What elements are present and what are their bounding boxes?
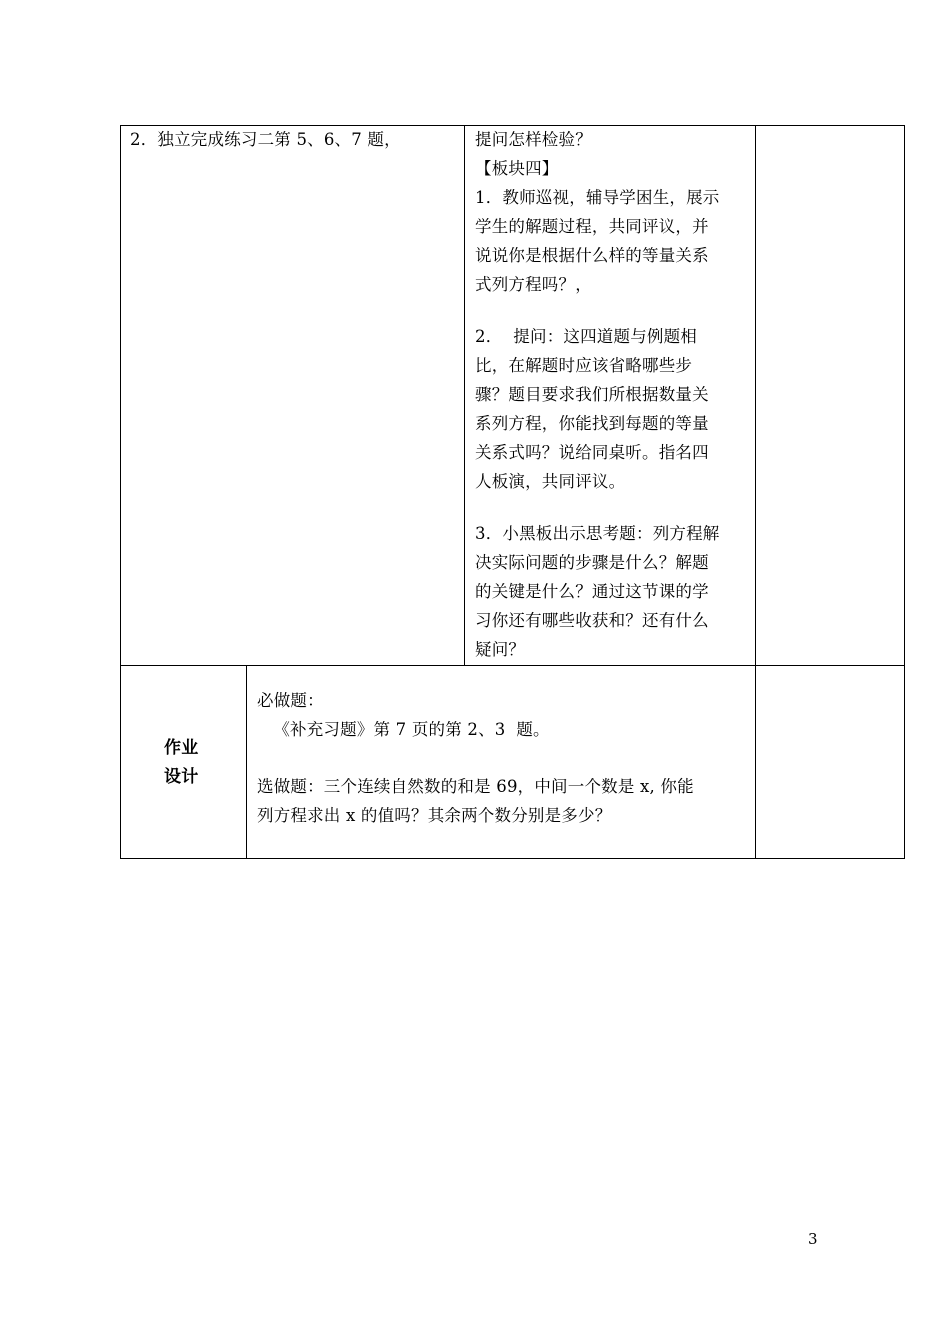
activity-line: 人板演，共同评议。 xyxy=(475,472,626,491)
activity-line: 疑问？ xyxy=(475,640,526,659)
table-border-bottom xyxy=(120,858,905,859)
table-border-right xyxy=(904,125,905,859)
activity-line: 学生的解题过程，共同评议，并 xyxy=(475,217,709,236)
homework-line: 选做题：三个连续自然数的和是 69，中间一个数是 x, 你能 xyxy=(257,777,694,796)
homework-line: 列方程求出 x 的值吗？其余两个数分别是多少？ xyxy=(257,806,612,825)
activity-line: 习你还有哪些收获和？还有什么 xyxy=(475,611,709,630)
activity-line: 3．小黑板出示思考题：列方程解 xyxy=(475,524,720,543)
row-divider xyxy=(120,665,905,666)
column-divider-activity xyxy=(464,125,465,665)
activity-line: 的关键是什么？通过这节课的学 xyxy=(475,582,709,601)
activity-line: 关系式吗？说给同桌听。指名四 xyxy=(475,443,709,462)
homework-line: 必做题： xyxy=(257,691,324,710)
activity-line: 1．教师巡视，辅导学困生，展示 xyxy=(475,188,720,207)
homework-line: 《补充习题》第 7 页的第 2、3 题。 xyxy=(257,720,550,739)
activity-line: 比，在解题时应该省略哪些步 xyxy=(475,356,693,375)
activity-line: 决实际问题的步骤是什么？解题 xyxy=(475,553,709,572)
lesson-plan-table xyxy=(120,125,905,859)
activity-line: 骤？题目要求我们所根据数量关 xyxy=(475,385,709,404)
table-border-left xyxy=(120,125,121,859)
activity-line: 【板块四】 xyxy=(475,159,559,178)
activity-line: 式列方程吗？， xyxy=(475,275,592,294)
activity-line: 2． 提问：这四道题与例题相 xyxy=(475,327,697,346)
activity-line: 提问怎样检验？ xyxy=(475,130,592,149)
homework-label-line1: 作业 xyxy=(164,738,199,758)
page-number: 3 xyxy=(808,1230,818,1248)
activity-line: 说说你是根据什么样的等量关系 xyxy=(475,246,709,265)
homework-label-line2: 设计 xyxy=(164,767,199,787)
activity-line: 系列方程，你能找到每题的等量 xyxy=(475,414,709,433)
student-task-text: 2．独立完成练习二第 5、6、7 题， xyxy=(130,130,401,149)
column-divider-remarks xyxy=(755,125,756,859)
column-divider-label xyxy=(246,665,247,859)
